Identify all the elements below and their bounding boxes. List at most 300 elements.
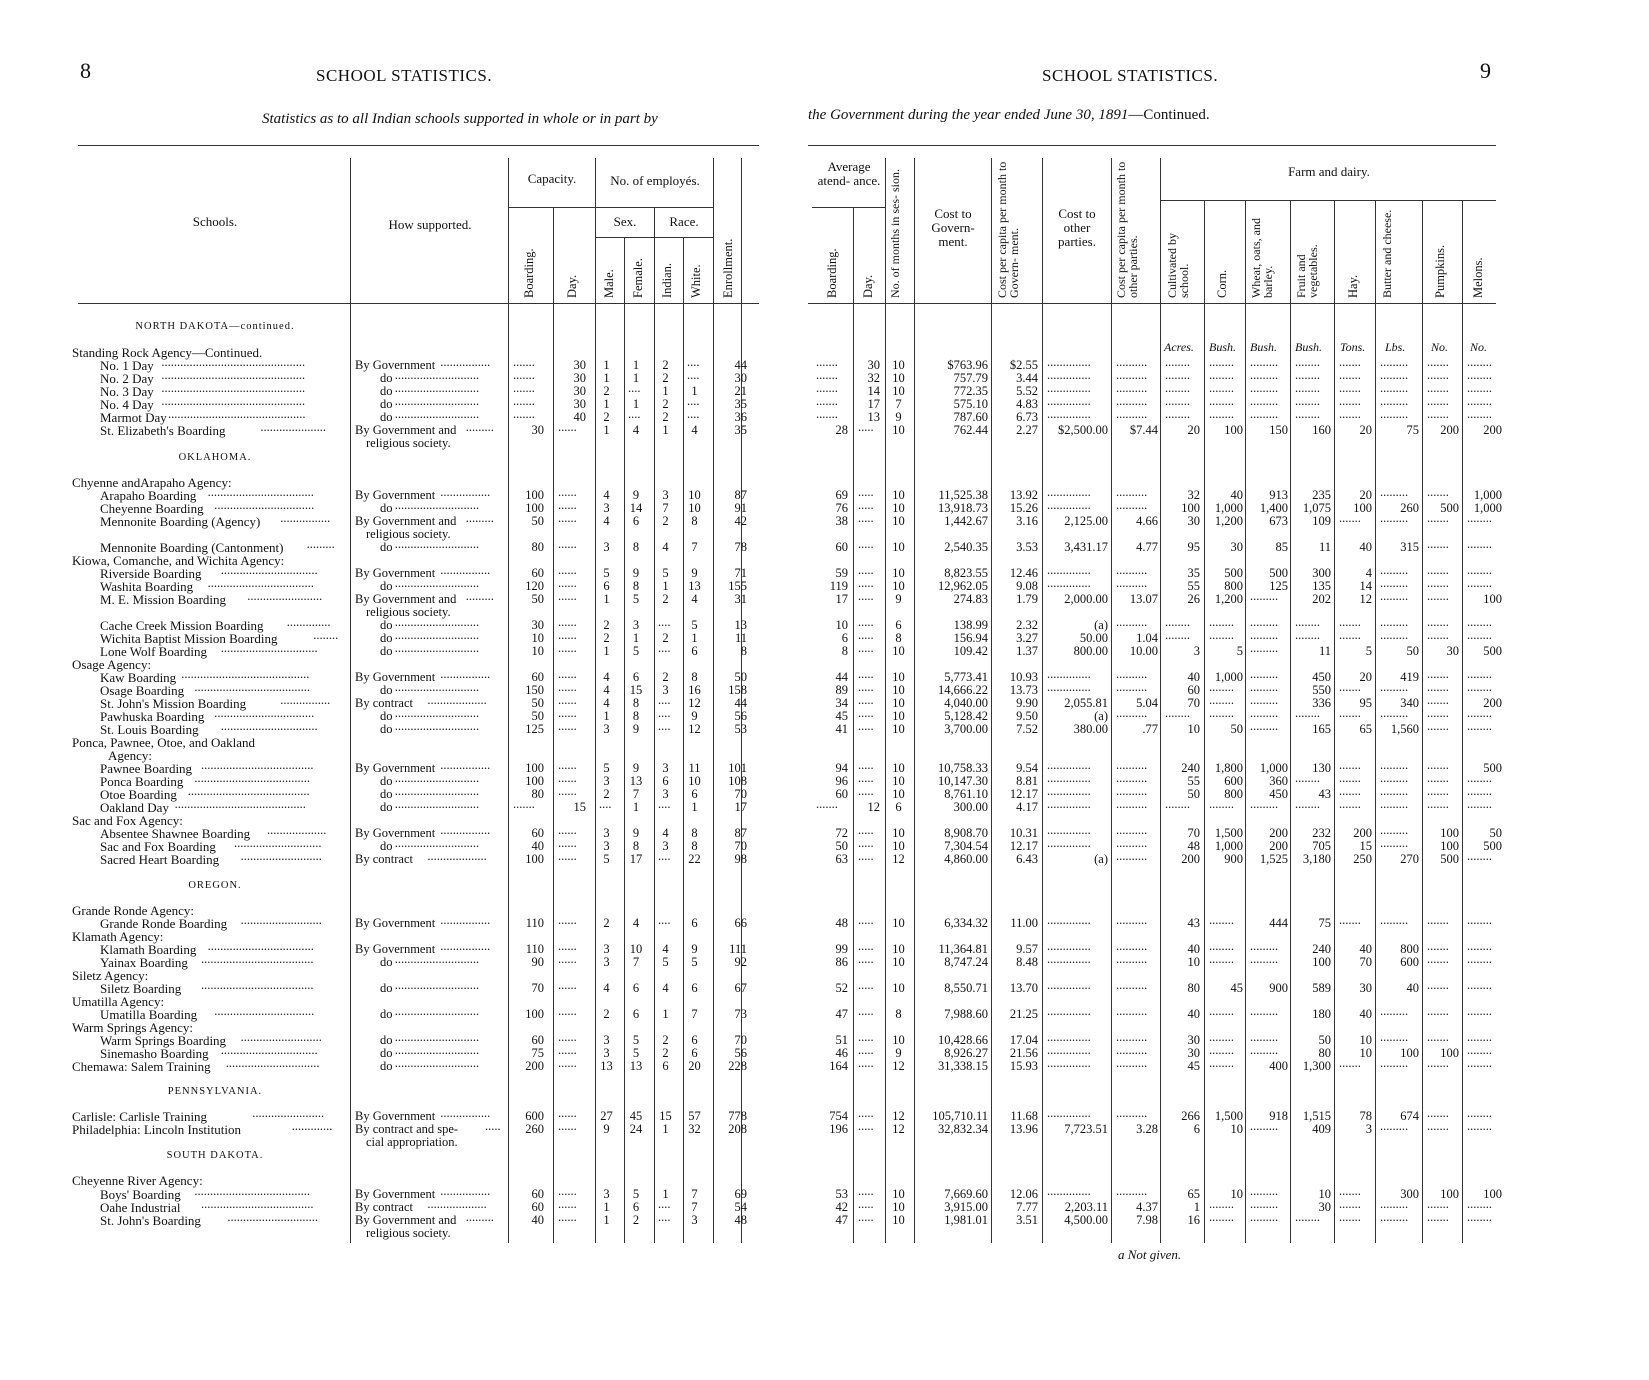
leader-dots: .............. bbox=[1047, 486, 1091, 499]
cost-gov-cell: 1,442.67 bbox=[944, 514, 988, 528]
how-supported: do bbox=[380, 397, 393, 411]
attendance-cell: 48 bbox=[835, 916, 848, 930]
leader-dots: .................................. bbox=[207, 940, 314, 953]
attendance-cell: 63 bbox=[835, 852, 848, 866]
farm-cell: 1,000 bbox=[1473, 501, 1502, 515]
employe-cell: 2 bbox=[662, 631, 669, 645]
farm-cell: 6 bbox=[1193, 1122, 1200, 1136]
leader-dots: ...... bbox=[558, 914, 577, 927]
leader-dots: ....... bbox=[1427, 512, 1449, 525]
employe-cell: 1 bbox=[662, 423, 669, 437]
capacity-cell: 40 bbox=[531, 1213, 544, 1227]
how-supported: By Government bbox=[355, 1109, 436, 1123]
attendance-cell: 69 bbox=[835, 488, 848, 502]
leader-dots: ....... bbox=[513, 369, 535, 382]
employe-cell: 57 bbox=[688, 1109, 701, 1123]
leader-dots: ....... bbox=[1427, 564, 1449, 577]
how-supported: By Government bbox=[355, 826, 436, 840]
leader-dots: ....... bbox=[1339, 759, 1361, 772]
leader-dots: ....... bbox=[1427, 798, 1449, 811]
leader-dots: ........................... bbox=[394, 642, 480, 655]
leader-dots: ........ bbox=[1209, 1044, 1234, 1057]
cost-gov-cell: 7,669.60 bbox=[944, 1187, 988, 1201]
months-cell: 12 bbox=[892, 852, 905, 866]
per-capita-gov-cell: 8.81 bbox=[1016, 774, 1038, 788]
leader-dots: ........ bbox=[1209, 1005, 1234, 1018]
col-corn: Corn. bbox=[1215, 269, 1229, 298]
employe-cell: 2 bbox=[662, 1046, 669, 1060]
leader-dots: ........ bbox=[1165, 798, 1190, 811]
leader-dots: .............. bbox=[1047, 577, 1091, 590]
leader-dots: ......... bbox=[1380, 1005, 1409, 1018]
cost-gov-cell: 274.83 bbox=[953, 592, 988, 606]
leader-dots: ......... bbox=[1250, 1044, 1279, 1057]
leader-dots: ......... bbox=[1250, 369, 1279, 382]
leader-dots: ......... bbox=[1250, 1120, 1279, 1133]
leader-dots: ....... bbox=[1339, 356, 1361, 369]
leader-dots: ........................... bbox=[394, 538, 480, 551]
farm-cell: 250 bbox=[1353, 852, 1372, 866]
attendance-cell: 46 bbox=[835, 1046, 848, 1060]
leader-dots: ........ bbox=[1467, 772, 1492, 785]
per-capita-gov-cell: 13.73 bbox=[1009, 683, 1038, 697]
leader-dots: ................ bbox=[440, 356, 491, 369]
months-cell: 10 bbox=[892, 540, 905, 554]
col-rule bbox=[1422, 200, 1423, 1243]
attendance-cell: 14 bbox=[867, 384, 880, 398]
farm-cell: 3 bbox=[1193, 644, 1200, 658]
leader-dots: ....... bbox=[1427, 577, 1449, 590]
school-name: Cheyenne River Agency: bbox=[72, 1173, 203, 1188]
enrollment-cell: 8 bbox=[740, 644, 747, 658]
leader-dots: ......... bbox=[1380, 356, 1409, 369]
cost-gov-cell: 13,918.73 bbox=[938, 501, 988, 515]
farm-cell: 80 bbox=[1187, 981, 1200, 995]
farm-cell: 589 bbox=[1312, 981, 1331, 995]
leader-dots: ....... bbox=[816, 369, 838, 382]
school-name: Standing Rock Agency—Continued. bbox=[72, 345, 263, 360]
leader-dots: ...... bbox=[558, 1120, 577, 1133]
leader-dots: ..... bbox=[858, 837, 874, 850]
months-cell: 10 bbox=[892, 709, 905, 723]
leader-dots: ....................................... bbox=[187, 785, 310, 798]
farm-cell: 3 bbox=[1365, 1122, 1372, 1136]
per-capita-gov-cell: 11.00 bbox=[1010, 916, 1038, 930]
capacity-cell: 10 bbox=[531, 631, 544, 645]
leader-dots: ......... bbox=[1380, 707, 1409, 720]
leader-dots: ........ bbox=[1467, 1005, 1492, 1018]
leader-dots: ...... bbox=[558, 681, 577, 694]
leader-dots: ................... bbox=[427, 694, 487, 707]
left-header-bottom-rule bbox=[78, 303, 759, 304]
leader-dots: ..... bbox=[858, 772, 874, 785]
leader-dots: ......... bbox=[1380, 914, 1409, 927]
employe-cell: 12 bbox=[688, 696, 701, 710]
cost-other-cell: (a) bbox=[1094, 618, 1108, 632]
farm-cell: 500 bbox=[1224, 566, 1243, 580]
leader-dots: ......... bbox=[1380, 1031, 1409, 1044]
leader-dots: ................................ bbox=[214, 1005, 315, 1018]
employe-cell: 7 bbox=[691, 1200, 698, 1214]
how-supported: do bbox=[380, 384, 393, 398]
farm-cell: 95 bbox=[1359, 696, 1372, 710]
leader-dots: ....... bbox=[1339, 1211, 1361, 1224]
school-name: Klamath Agency: bbox=[72, 929, 164, 944]
col-race: Race. bbox=[669, 214, 699, 229]
employe-cell: 4 bbox=[662, 942, 669, 956]
per-capita-other-cell: 10.00 bbox=[1129, 644, 1158, 658]
attendance-cell: 34 bbox=[835, 696, 848, 710]
school-name: Lone Wolf Boarding bbox=[100, 644, 208, 659]
school-name: Cheyenne Boarding bbox=[100, 501, 204, 516]
farm-cell: 125 bbox=[1269, 579, 1288, 593]
leader-dots: ........ bbox=[1165, 395, 1190, 408]
farm-cell: 65 bbox=[1187, 1187, 1200, 1201]
per-capita-gov-cell: 2.32 bbox=[1016, 618, 1038, 632]
col-melons: Melons. bbox=[1471, 257, 1485, 298]
farm-cell: 100 bbox=[1440, 839, 1459, 853]
months-cell: 10 bbox=[892, 514, 905, 528]
farm-cell: 16 bbox=[1187, 1213, 1200, 1227]
leader-dots: ........ bbox=[1165, 707, 1190, 720]
employe-cell: 1 bbox=[662, 1007, 669, 1021]
employe-cell: 2 bbox=[603, 787, 610, 801]
leader-dots: ........ bbox=[1209, 914, 1234, 927]
leader-dots: ........ bbox=[1467, 798, 1492, 811]
leader-dots: .............. bbox=[1047, 1107, 1091, 1120]
attendance-cell: 86 bbox=[835, 955, 848, 969]
cost-gov-cell: 787.60 bbox=[953, 410, 988, 424]
school-name: Washita Boarding bbox=[100, 579, 194, 594]
leader-dots: ....... bbox=[816, 408, 838, 421]
leader-dots: ........ bbox=[1209, 369, 1234, 382]
leader-dots: .......... bbox=[1116, 395, 1148, 408]
leader-dots: .............................................. bbox=[161, 356, 306, 369]
cost-gov-cell: 14,666.22 bbox=[938, 683, 988, 697]
school-name: Warm Springs Boarding bbox=[100, 1033, 227, 1048]
farm-cell: 200 bbox=[1269, 826, 1288, 840]
leader-dots: .......... bbox=[1116, 486, 1148, 499]
capacity-cell: 30 bbox=[531, 618, 544, 632]
leader-dots: ........ bbox=[1467, 850, 1492, 863]
leader-dots: ..... bbox=[858, 707, 874, 720]
employe-cell: 9 bbox=[632, 826, 640, 840]
attendance-cell: 53 bbox=[835, 1187, 848, 1201]
how-supported: By Government bbox=[355, 566, 436, 580]
leader-dots: ..... bbox=[858, 538, 874, 551]
leader-dots: ........ bbox=[1295, 707, 1320, 720]
employe-cell: 15 bbox=[629, 683, 643, 697]
leader-dots: ......... bbox=[1380, 772, 1409, 785]
employe-cell: 3 bbox=[662, 488, 669, 502]
employe-cell: 3 bbox=[603, 1033, 610, 1047]
months-cell: 6 bbox=[895, 800, 902, 814]
leader-dots: ....... bbox=[1339, 707, 1361, 720]
employe-cell: 4 bbox=[662, 540, 669, 554]
attendance-cell: 60 bbox=[835, 787, 848, 801]
leader-dots: ...... bbox=[558, 940, 577, 953]
employe-cell: 8 bbox=[632, 839, 640, 853]
leader-dots: ......... bbox=[1250, 694, 1279, 707]
employe-cell: 4 bbox=[662, 981, 669, 995]
school-name: Carlisle: Carlisle Training bbox=[72, 1109, 208, 1124]
employe-cell: 5 bbox=[691, 618, 698, 632]
leader-dots: ........ bbox=[1165, 408, 1190, 421]
leader-dots: .......... bbox=[1116, 837, 1148, 850]
farm-cell: 30 bbox=[1187, 1046, 1200, 1060]
leader-dots: ........ bbox=[1467, 616, 1492, 629]
employe-cell: 1 bbox=[691, 800, 698, 814]
leader-dots: ....... bbox=[513, 356, 535, 369]
unit-wheat: Bush. bbox=[1250, 340, 1277, 354]
leader-dots: .............................................. bbox=[161, 395, 306, 408]
per-capita-gov-cell: 3.51 bbox=[1016, 1213, 1038, 1227]
employe-cell: 6 bbox=[632, 1200, 640, 1214]
farm-cell: 918 bbox=[1269, 1109, 1288, 1123]
farm-cell: 30 bbox=[1187, 514, 1200, 528]
employe-cell: 5 bbox=[632, 644, 640, 658]
how-supported-cont: religious society. bbox=[366, 436, 451, 450]
enrollment-cell: 11 bbox=[734, 631, 747, 645]
employe-cell: 17 bbox=[629, 852, 643, 866]
employe-cell: 32 bbox=[688, 1122, 701, 1136]
employe-cell: 4 bbox=[632, 423, 640, 437]
col-att-day: Day. bbox=[861, 274, 875, 298]
leader-dots: ....... bbox=[1427, 914, 1449, 927]
attendance-cell: 89 bbox=[835, 683, 848, 697]
leader-dots: ........ bbox=[1295, 798, 1320, 811]
leader-dots: .............. bbox=[1047, 979, 1091, 992]
employe-cell: 3 bbox=[632, 618, 640, 632]
leader-dots: ....... bbox=[1427, 707, 1449, 720]
leader-dots: ........ bbox=[1209, 395, 1234, 408]
leader-dots: .......................................... bbox=[174, 798, 306, 811]
farm-cell: 600 bbox=[1224, 774, 1243, 788]
months-cell: 10 bbox=[892, 501, 905, 515]
cost-gov-cell: 3,700.00 bbox=[944, 722, 988, 736]
leader-dots: ......... bbox=[1250, 668, 1279, 681]
leader-dots: ........ bbox=[1467, 720, 1492, 733]
attendance-cell: 76 bbox=[835, 501, 848, 515]
leader-dots: ........ bbox=[313, 629, 339, 642]
employe-cell: 2 bbox=[603, 410, 610, 424]
leader-dots: ...... bbox=[558, 577, 577, 590]
farm-cell: 43 bbox=[1318, 787, 1331, 801]
per-capita-gov-cell: 15.26 bbox=[1009, 501, 1038, 515]
employe-cell: 22 bbox=[688, 852, 701, 866]
employe-cell: 3 bbox=[662, 683, 669, 697]
leader-dots: .............. bbox=[1047, 564, 1091, 577]
employe-cell: 3 bbox=[691, 1213, 698, 1227]
leader-dots: ..... bbox=[858, 1031, 874, 1044]
cost-other-cell: $2,500.00 bbox=[1058, 423, 1108, 437]
enrollment-cell: 155 bbox=[728, 579, 747, 593]
how-supported: By Government bbox=[355, 761, 436, 775]
school-name: Yainax Boarding bbox=[100, 955, 188, 970]
farm-cell: 135 bbox=[1312, 579, 1331, 593]
per-capita-gov-cell: 7.77 bbox=[1016, 1200, 1038, 1214]
leader-dots: .............. bbox=[1047, 1005, 1091, 1018]
how-supported: By Government and bbox=[355, 514, 457, 528]
leader-dots: ......... bbox=[1380, 629, 1409, 642]
leader-dots: ...... bbox=[558, 1185, 577, 1198]
enrollment-cell: 48 bbox=[734, 1213, 747, 1227]
per-capita-other-cell: 4.66 bbox=[1136, 514, 1158, 528]
leader-dots: .......... bbox=[1116, 798, 1148, 811]
leader-dots: ......... bbox=[1250, 681, 1279, 694]
leader-dots: ........ bbox=[1467, 785, 1492, 798]
leader-dots: .............. bbox=[1047, 382, 1091, 395]
leader-dots: ....... bbox=[1427, 486, 1449, 499]
employe-cell: 5 bbox=[603, 852, 610, 866]
farm-cell: 55 bbox=[1187, 774, 1200, 788]
leader-dots: ................ bbox=[440, 564, 491, 577]
employe-cell: 12 bbox=[688, 722, 701, 736]
cost-other-cell: 2,125.00 bbox=[1064, 514, 1108, 528]
farm-cell: 100 bbox=[1440, 1046, 1459, 1060]
leader-dots: ......... bbox=[1250, 1005, 1279, 1018]
employe-cell: 8 bbox=[691, 839, 698, 853]
school-name: Absentee Shawnee Boarding bbox=[100, 826, 251, 841]
employe-cell: 1 bbox=[632, 371, 640, 385]
school-name: Pawnee Boarding bbox=[100, 761, 193, 776]
enrollment-cell: 69 bbox=[734, 1187, 747, 1201]
farm-cell: 340 bbox=[1400, 696, 1419, 710]
leader-dots: ........................... bbox=[394, 1031, 480, 1044]
capacity-cell: 75 bbox=[531, 1046, 544, 1060]
enrollment-cell: 36 bbox=[734, 410, 747, 424]
capacity-cell: 60 bbox=[531, 826, 544, 840]
how-supported: By contract bbox=[355, 852, 413, 866]
leader-dots: ......... bbox=[1380, 1120, 1409, 1133]
school-name: No. 4 Day bbox=[100, 397, 154, 412]
farm-cell: 336 bbox=[1312, 696, 1331, 710]
employe-cell: 1 bbox=[603, 1213, 610, 1227]
leader-dots: ....... bbox=[1339, 1057, 1361, 1070]
capacity-cell: 40 bbox=[531, 839, 544, 853]
capacity-cell: 60 bbox=[531, 1187, 544, 1201]
footnote: a Not given. bbox=[1118, 1247, 1182, 1262]
employe-cell: 4 bbox=[691, 592, 698, 606]
months-cell: 10 bbox=[892, 1200, 905, 1214]
employe-cell: 8 bbox=[691, 514, 698, 528]
farm-cell: 20 bbox=[1359, 488, 1372, 502]
school-name: Mennonite Boarding (Cantonment) bbox=[100, 540, 284, 555]
capacity-cell: 600 bbox=[525, 1109, 544, 1123]
leader-dots: ........................... bbox=[394, 499, 480, 512]
enrollment-cell: 78 bbox=[734, 540, 747, 554]
leader-dots: .......... bbox=[1116, 785, 1148, 798]
farm-cell: 11 bbox=[1318, 644, 1331, 658]
school-name: Umatilla Boarding bbox=[100, 1007, 198, 1022]
leader-dots: .............. bbox=[1047, 953, 1091, 966]
farm-cell: 500 bbox=[1440, 852, 1459, 866]
section-heading: SOUTH DAKOTA. bbox=[166, 1150, 264, 1161]
col-female: Female. bbox=[631, 258, 645, 298]
farm-cell: 32 bbox=[1187, 488, 1200, 502]
leader-dots: ....... bbox=[1339, 1185, 1361, 1198]
farm-cell: 1,000 bbox=[1214, 839, 1243, 853]
employe-cell: 7 bbox=[632, 787, 640, 801]
leader-dots: ...... bbox=[558, 1211, 577, 1224]
employe-cell: 6 bbox=[603, 579, 610, 593]
col-farm-dairy: Farm and dairy. bbox=[1288, 164, 1370, 179]
farm-cell: 100 bbox=[1400, 1046, 1419, 1060]
cost-gov-cell: 575.10 bbox=[953, 397, 988, 411]
leader-dots: ......... bbox=[1380, 681, 1409, 694]
per-capita-other-cell: 13.07 bbox=[1129, 592, 1158, 606]
leader-dots: ........ bbox=[1209, 940, 1234, 953]
col-rule bbox=[1290, 200, 1291, 1243]
col-rule bbox=[1462, 200, 1463, 1243]
leader-dots: ........ bbox=[1209, 681, 1234, 694]
farm-cell: 1,200 bbox=[1214, 514, 1243, 528]
leader-dots: ......... bbox=[465, 421, 494, 434]
per-capita-other-cell: 3.28 bbox=[1136, 1122, 1158, 1136]
how-supported: By contract and spe- bbox=[355, 1122, 459, 1136]
how-supported: do bbox=[380, 618, 393, 632]
attendance-cell: 51 bbox=[835, 1033, 848, 1047]
leader-dots: ...... bbox=[558, 1107, 577, 1120]
leader-dots: ......... bbox=[1250, 720, 1279, 733]
leader-dots: ..... bbox=[858, 759, 874, 772]
employe-cell: 4 bbox=[603, 488, 610, 502]
farm-cell: 900 bbox=[1224, 852, 1243, 866]
employe-cell: 6 bbox=[691, 981, 698, 995]
farm-cell: 200 bbox=[1353, 826, 1372, 840]
leader-dots: ........ bbox=[1209, 707, 1234, 720]
school-name: Riverside Boarding bbox=[100, 566, 202, 581]
farm-cell: 10 bbox=[1187, 955, 1200, 969]
leader-dots: ....... bbox=[816, 798, 838, 811]
farm-cell: 674 bbox=[1400, 1109, 1419, 1123]
farm-cell: 30 bbox=[1318, 1200, 1331, 1214]
col-fruit: Fruit and vegetables. bbox=[1294, 244, 1320, 298]
cost-gov-cell: 8,550.71 bbox=[944, 981, 988, 995]
employe-cell: 24 bbox=[629, 1122, 643, 1136]
leader-dots: .......... bbox=[1116, 616, 1148, 629]
cost-gov-cell: 11,525.38 bbox=[938, 488, 988, 502]
leader-dots: .... bbox=[658, 694, 671, 707]
leader-dots: .............. bbox=[1047, 395, 1091, 408]
cost-gov-cell: 6,334.32 bbox=[944, 916, 988, 930]
per-capita-gov-cell: 1.79 bbox=[1016, 592, 1038, 606]
farm-cell: 50 bbox=[1406, 644, 1419, 658]
leader-dots: .............. bbox=[1047, 914, 1091, 927]
farm-cell: 200 bbox=[1483, 423, 1502, 437]
months-cell: 10 bbox=[892, 683, 905, 697]
school-name: Ponca, Pawnee, Otoe, and Oakland bbox=[72, 735, 256, 750]
section-heading: NORTH DAKOTA—continued. bbox=[135, 321, 295, 332]
capacity-cell: 15 bbox=[573, 800, 586, 814]
how-supported: do bbox=[380, 410, 393, 424]
leader-dots: .... bbox=[658, 1211, 671, 1224]
attendance-cell: 47 bbox=[835, 1007, 848, 1021]
leader-dots: ..... bbox=[858, 953, 874, 966]
leader-dots: ....... bbox=[1427, 979, 1449, 992]
leader-dots: ..... bbox=[858, 1005, 874, 1018]
how-supported: do bbox=[380, 1033, 393, 1047]
leader-dots: ....... bbox=[1339, 785, 1361, 798]
farm-cell: 75 bbox=[1406, 423, 1419, 437]
farm-cell: 900 bbox=[1269, 981, 1288, 995]
employe-cell: 13 bbox=[629, 1059, 643, 1073]
leader-dots: ..................................... bbox=[194, 1185, 311, 1198]
farm-cell: 26 bbox=[1187, 592, 1200, 606]
leader-dots: ......... bbox=[1380, 577, 1409, 590]
farm-cell: 20 bbox=[1187, 423, 1200, 437]
months-cell: 9 bbox=[895, 410, 902, 424]
